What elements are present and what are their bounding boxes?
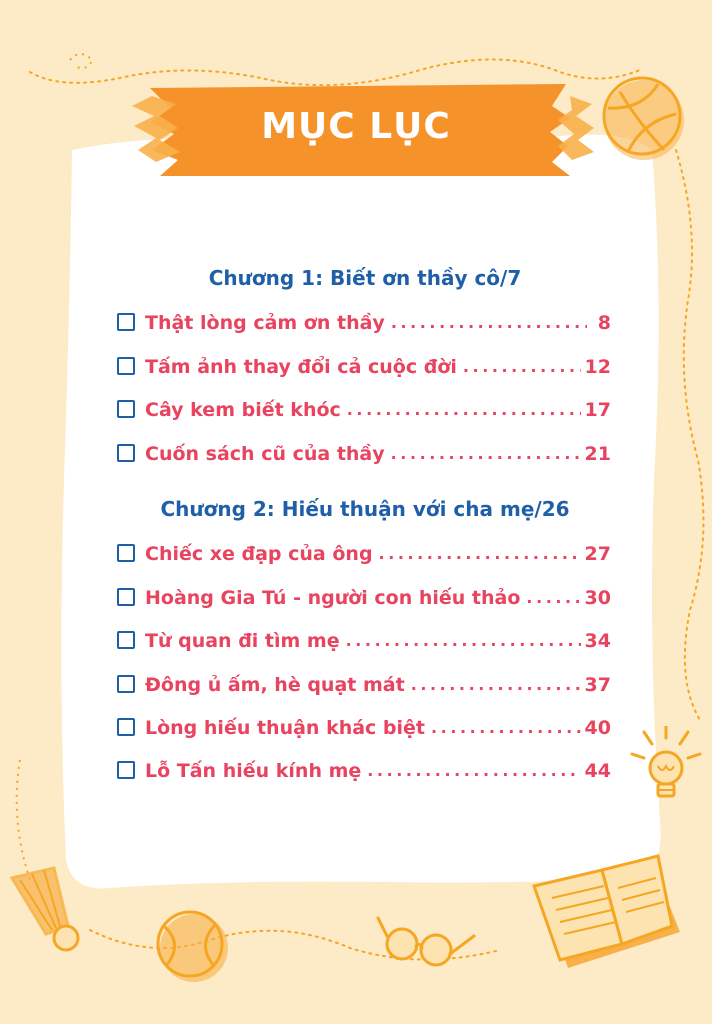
open-book-icon <box>522 852 692 978</box>
entry-title: Từ quan đi tìm mẹ <box>145 630 340 652</box>
dot-leader <box>379 541 581 567</box>
dot-leader <box>463 354 581 380</box>
entry-title: Hoàng Gia Tú - người con hiếu thảo <box>145 587 521 609</box>
dot-leader <box>367 758 580 784</box>
checkbox-icon <box>117 631 135 649</box>
checkbox-icon <box>117 444 135 462</box>
toc-entry[interactable] <box>117 581 611 611</box>
toc-entry[interactable] <box>117 668 611 698</box>
checkbox-icon <box>117 544 135 562</box>
dot-leader <box>391 310 587 336</box>
page-title: MỤC LỤC <box>261 106 451 147</box>
entry-page: 27 <box>584 543 611 565</box>
volleyball-icon <box>598 74 690 166</box>
checkbox-icon <box>117 761 135 779</box>
entry-page: 30 <box>584 587 611 609</box>
toc-entry[interactable] <box>117 624 611 654</box>
entry-page: 8 <box>597 312 611 334</box>
entry-title: Chiếc xe đạp của ông <box>145 543 373 565</box>
toc-entry[interactable] <box>117 437 611 467</box>
entry-page: 21 <box>584 443 611 465</box>
entry-title: Cây kem biết khóc <box>145 399 341 421</box>
tennis-ball-icon <box>150 904 234 988</box>
checkbox-icon <box>117 313 135 331</box>
entry-title: Lỗ Tấn hiếu kính mẹ <box>145 760 362 782</box>
dot-leader <box>526 585 580 611</box>
toc-entry[interactable] <box>117 537 611 567</box>
glasses-icon <box>370 908 480 972</box>
shuttlecock-icon <box>6 864 92 956</box>
toc-entry[interactable] <box>117 306 611 336</box>
dot-leader <box>347 397 581 423</box>
dot-leader <box>391 441 581 467</box>
checkbox-icon <box>117 357 135 375</box>
lightbulb-icon <box>628 726 704 812</box>
checkbox-icon <box>117 588 135 606</box>
chapter-heading-2: Chương 2: Hiếu thuận với cha mẹ/26 <box>160 497 570 521</box>
entry-title: Đông ủ ấm, hè quạt mát <box>145 674 405 696</box>
entry-page: 40 <box>584 717 611 739</box>
entry-title: Lòng hiếu thuận khác biệt <box>145 717 426 739</box>
toc-entry[interactable] <box>117 711 611 741</box>
dot-leader <box>411 672 581 698</box>
toc-entry[interactable] <box>117 754 611 784</box>
entry-page: 17 <box>584 399 611 421</box>
entry-page: 44 <box>584 760 611 782</box>
entry-title: Cuốn sách cũ của thầy <box>145 443 385 465</box>
entry-page: 34 <box>584 630 611 652</box>
entry-title: Tấm ảnh thay đổi cả cuộc đời <box>145 356 457 378</box>
checkbox-icon <box>117 400 135 418</box>
dot-leader <box>431 715 581 741</box>
toc-entry[interactable] <box>117 350 611 380</box>
entry-page: 37 <box>584 674 611 696</box>
toc-entry[interactable] <box>117 393 611 423</box>
dot-leader <box>346 628 581 654</box>
checkbox-icon <box>117 675 135 693</box>
entry-title: Thật lòng cảm ơn thầy <box>145 312 385 334</box>
chapter-heading-1: Chương 1: Biết ơn thầy cô/7 <box>208 266 522 290</box>
checkbox-icon <box>117 718 135 736</box>
entry-page: 12 <box>584 356 611 378</box>
